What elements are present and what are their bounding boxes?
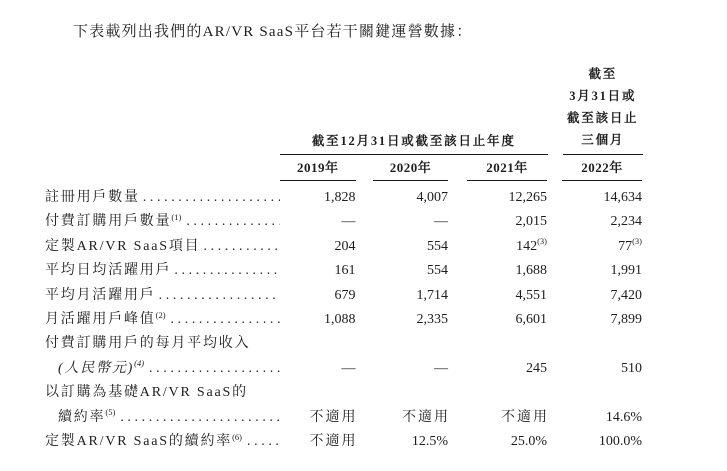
value-cell bbox=[467, 186, 547, 210]
column-gap bbox=[448, 155, 467, 181]
value-cell bbox=[280, 186, 356, 210]
cell-value: 510 bbox=[621, 360, 642, 376]
value-cell bbox=[467, 235, 547, 259]
cell-value: — bbox=[434, 360, 448, 376]
row-label bbox=[45, 430, 280, 454]
table-row bbox=[45, 259, 643, 283]
row-label-line bbox=[45, 430, 280, 454]
value-cell bbox=[562, 235, 642, 259]
cell-value: 7,420 bbox=[610, 287, 642, 303]
cell-value: 204 bbox=[334, 238, 356, 254]
cell-value: 4,007 bbox=[416, 190, 448, 205]
footnote-superscript: (4) bbox=[134, 358, 145, 369]
dot-leader bbox=[117, 406, 280, 430]
cell-value: 161 bbox=[334, 263, 356, 279]
value-cell bbox=[467, 259, 547, 283]
value-cell bbox=[373, 357, 448, 381]
row-label bbox=[45, 259, 280, 283]
value-cell bbox=[467, 284, 547, 308]
row-label-text: 付費訂購用戶的每月平均收入 bbox=[45, 336, 251, 352]
group-header-line: 3月31日或 bbox=[569, 89, 637, 103]
row-label-line bbox=[45, 406, 280, 430]
cell-value: 不適用 bbox=[402, 409, 450, 425]
row-label bbox=[45, 186, 280, 210]
row-label bbox=[45, 235, 280, 259]
cell-value: 不適用 bbox=[309, 434, 358, 450]
table-row bbox=[45, 284, 643, 308]
value-cell bbox=[373, 210, 448, 234]
row-label bbox=[45, 332, 280, 381]
footnote-superscript: (6) bbox=[232, 431, 243, 442]
value-cell bbox=[373, 259, 448, 283]
value-cell bbox=[280, 235, 356, 259]
cell-value: 12,265 bbox=[508, 190, 547, 205]
year-header-2021: 2021年 bbox=[467, 155, 547, 181]
value-cell bbox=[373, 284, 448, 308]
row-label-text: 定製AR/VR SaaS的續約率 bbox=[45, 434, 233, 450]
row-label-line bbox=[45, 332, 280, 356]
dot-leader bbox=[140, 186, 280, 210]
year-header-row bbox=[45, 155, 643, 181]
row-label-text: 付費訂購用戶數量 bbox=[45, 214, 172, 230]
value-cell bbox=[562, 210, 642, 234]
dot-leader bbox=[156, 284, 280, 308]
value-cell bbox=[280, 259, 356, 283]
value-cell bbox=[562, 308, 642, 332]
key-operating-data-table bbox=[45, 63, 643, 454]
cell-value: 4,551 bbox=[515, 287, 547, 303]
table-row bbox=[45, 210, 643, 234]
value-cell bbox=[280, 357, 356, 381]
row-label-text: 月活躍用戶峰值 bbox=[45, 312, 156, 328]
value-cell bbox=[562, 406, 642, 430]
value-cell bbox=[467, 308, 547, 332]
value-cell bbox=[373, 430, 448, 454]
cell-value: 1,991 bbox=[610, 263, 642, 279]
dot-leader bbox=[201, 235, 281, 259]
value-cell bbox=[562, 186, 642, 210]
value-cell bbox=[467, 430, 547, 454]
year-ended-group-header: 截至12月31日或截至該日止年度 bbox=[280, 131, 548, 155]
row-label-text: 平均日均活躍用戶 bbox=[45, 263, 172, 279]
cell-value: 14,634 bbox=[603, 190, 642, 205]
cell-value: 1,714 bbox=[416, 287, 448, 303]
page-intro-text: 下表載列出我們的AR/VR SaaS平台若干關鍵運營數據： bbox=[73, 24, 473, 40]
cell-value: 245 bbox=[526, 360, 547, 376]
table-group-header-row bbox=[45, 63, 643, 155]
dot-leader bbox=[168, 308, 280, 332]
column-gap bbox=[356, 155, 374, 181]
cell-value: — bbox=[341, 214, 356, 230]
row-label-text: 定製AR/VR SaaS項目 bbox=[45, 238, 201, 254]
cell-value: 1,688 bbox=[515, 263, 547, 279]
row-label-line bbox=[45, 210, 280, 234]
dot-leader bbox=[171, 259, 280, 283]
row-label-line bbox=[45, 381, 280, 405]
value-cell bbox=[562, 284, 642, 308]
cell-value: 25.0% bbox=[510, 434, 547, 450]
footnote-superscript: (3) bbox=[537, 236, 547, 247]
cell-value: 2,234 bbox=[610, 214, 642, 230]
cell-value: — bbox=[434, 214, 448, 230]
table-row bbox=[45, 186, 643, 210]
value-cell bbox=[373, 406, 448, 430]
cell-value: 100.0% bbox=[598, 434, 642, 450]
cell-value: — bbox=[341, 360, 356, 376]
year-header-2020: 2020年 bbox=[373, 155, 448, 181]
value-cell bbox=[467, 210, 547, 234]
row-label-text: 以訂購為基礎AR/VR SaaS的 bbox=[45, 385, 248, 401]
row-label-line bbox=[45, 357, 280, 381]
year-header-2019: 2019年 bbox=[280, 155, 356, 181]
row-label bbox=[45, 210, 280, 234]
group-header-line: 截至該日止 bbox=[566, 111, 639, 125]
value-cell bbox=[373, 186, 448, 210]
table-row bbox=[45, 308, 643, 332]
row-label-text: 註冊用戶數量 bbox=[45, 190, 140, 205]
cell-value: 14.6% bbox=[605, 409, 642, 425]
cell-value: 12.5% bbox=[411, 434, 448, 450]
row-label bbox=[45, 381, 280, 430]
year-header-2022: 2022年 bbox=[562, 155, 642, 181]
value-cell bbox=[373, 308, 448, 332]
table-row bbox=[45, 332, 643, 381]
value-cell bbox=[280, 308, 356, 332]
row-label-text: 平均月活躍用戶 bbox=[45, 287, 156, 303]
three-months-group-header bbox=[563, 63, 644, 155]
table-body bbox=[45, 181, 643, 454]
year-header-spacer bbox=[45, 155, 280, 181]
cell-value: 77 bbox=[618, 238, 633, 254]
value-cell bbox=[280, 284, 356, 308]
value-cell bbox=[562, 259, 642, 283]
value-cell bbox=[373, 235, 448, 259]
row-label-text: 續約率 bbox=[58, 409, 106, 425]
footnote-superscript: (2) bbox=[155, 309, 166, 320]
value-cell bbox=[562, 430, 642, 454]
cell-value: 不適用 bbox=[501, 409, 549, 425]
row-label-line bbox=[45, 308, 280, 332]
cell-value: 7,899 bbox=[610, 312, 642, 328]
cell-value: 1,088 bbox=[324, 312, 356, 328]
column-gap bbox=[547, 155, 562, 181]
value-cell bbox=[280, 406, 356, 430]
row-label-line bbox=[45, 235, 280, 259]
table-row bbox=[45, 235, 643, 259]
cell-value: 6,601 bbox=[515, 312, 547, 328]
row-label-line bbox=[45, 186, 280, 210]
table-row bbox=[45, 430, 643, 454]
cell-value: 1,828 bbox=[324, 190, 356, 205]
footnote-superscript: (1) bbox=[171, 211, 182, 222]
cell-value: 554 bbox=[427, 263, 448, 279]
cell-value: 142 bbox=[516, 238, 538, 254]
value-cell bbox=[280, 430, 356, 454]
row-label-line bbox=[45, 259, 280, 283]
group-header-line: 三個月 bbox=[581, 133, 625, 147]
group-header-line: 截至 bbox=[588, 67, 618, 81]
table-row bbox=[45, 381, 643, 430]
cell-value: 不適用 bbox=[309, 409, 358, 425]
cell-value: 679 bbox=[334, 287, 356, 303]
value-cell bbox=[467, 406, 547, 430]
value-cell bbox=[467, 357, 547, 381]
dot-leader bbox=[183, 210, 280, 234]
footnote-superscript: (3) bbox=[632, 236, 642, 247]
dot-leader bbox=[146, 357, 280, 381]
cell-value: 554 bbox=[427, 238, 448, 254]
dot-leader bbox=[244, 430, 280, 454]
cell-value: 2,015 bbox=[515, 214, 547, 230]
value-cell bbox=[280, 210, 356, 234]
row-label bbox=[45, 308, 280, 332]
value-cell bbox=[562, 357, 642, 381]
row-label-text: (人民幣元) bbox=[58, 360, 135, 376]
cell-value: 2,335 bbox=[416, 312, 448, 328]
footnote-superscript: (5) bbox=[105, 407, 116, 418]
